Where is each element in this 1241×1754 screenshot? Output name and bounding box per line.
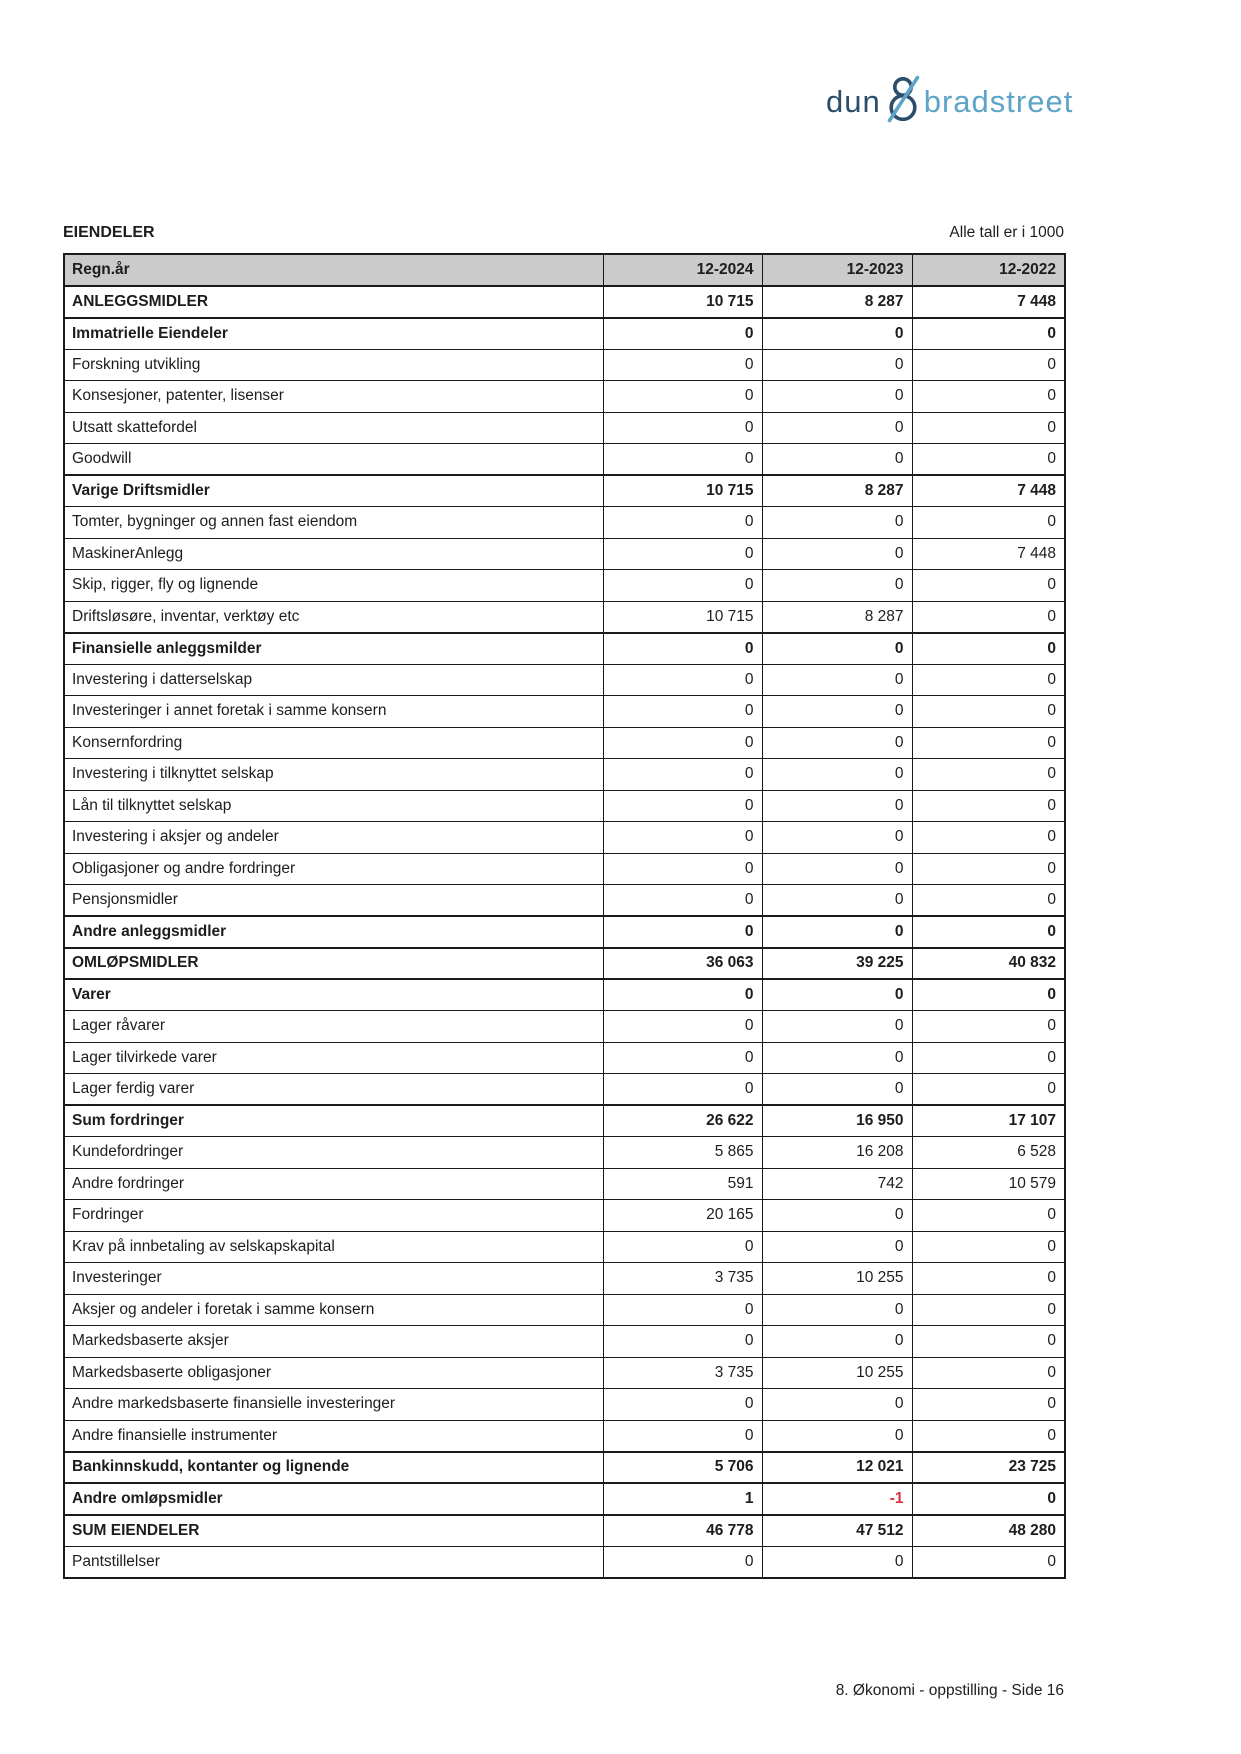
value-cell: 0 [762, 1420, 912, 1452]
value-cell: 0 [912, 1231, 1065, 1263]
row-label: Forskning utvikling [64, 349, 603, 381]
value-cell: 10 715 [603, 601, 762, 633]
value-cell: 0 [603, 412, 762, 444]
table-row [64, 916, 1065, 948]
table-row [64, 381, 1065, 413]
row-label: Pensjonsmidler [64, 885, 603, 917]
row-label: SUM EIENDELER [64, 1515, 603, 1547]
value-cell: 0 [603, 507, 762, 539]
value-cell: 0 [912, 759, 1065, 791]
value-cell: 7 448 [912, 538, 1065, 570]
value-cell: 0 [603, 1011, 762, 1043]
value-cell: 0 [603, 318, 762, 350]
row-label: Konsernfordring [64, 727, 603, 759]
value-cell: 0 [603, 349, 762, 381]
value-cell: 0 [912, 633, 1065, 665]
value-cell: 0 [912, 853, 1065, 885]
table-row [64, 538, 1065, 570]
value-cell: 0 [912, 444, 1065, 476]
table-row [64, 1105, 1065, 1137]
table-row [64, 1200, 1065, 1232]
value-cell: 0 [603, 444, 762, 476]
value-cell: 0 [603, 1074, 762, 1106]
value-cell: 36 063 [603, 948, 762, 980]
page-title: EIENDELER [63, 224, 155, 241]
row-label: Andre finansielle instrumenter [64, 1420, 603, 1452]
balance-sheet-table [63, 253, 1066, 1579]
column-header-12-2022: 12-2022 [912, 254, 1065, 286]
table-row [64, 1515, 1065, 1547]
column-header-12-2023: 12-2023 [762, 254, 912, 286]
dun-bradstreet-logo [826, 74, 1073, 128]
value-cell: 0 [762, 1231, 912, 1263]
value-cell: 0 [762, 318, 912, 350]
column-header-regnaar: Regn.år [64, 254, 603, 286]
value-cell: 0 [912, 790, 1065, 822]
table-row [64, 601, 1065, 633]
table-row [64, 790, 1065, 822]
logo-text-bradstreet: bradstreet [923, 83, 1074, 119]
value-cell: 0 [912, 1420, 1065, 1452]
table-row [64, 507, 1065, 539]
table-row [64, 1294, 1065, 1326]
value-cell: 7 448 [912, 475, 1065, 507]
value-cell: 0 [912, 664, 1065, 696]
row-label: Aksjer og andeler i foretak i samme konsern [64, 1294, 603, 1326]
row-label: ANLEGGSMIDLER [64, 286, 603, 318]
row-label: Utsatt skattefordel [64, 412, 603, 444]
table-row [64, 570, 1065, 602]
table-row [64, 1263, 1065, 1295]
table-row [64, 286, 1065, 318]
table-row [64, 885, 1065, 917]
value-cell: 10 715 [603, 475, 762, 507]
value-cell: 26 622 [603, 1105, 762, 1137]
value-cell: 8 287 [762, 601, 912, 633]
value-cell: 0 [762, 1200, 912, 1232]
row-label: Lager råvarer [64, 1011, 603, 1043]
value-cell: 0 [762, 1011, 912, 1043]
table-row [64, 412, 1065, 444]
row-label: Lager ferdig varer [64, 1074, 603, 1106]
value-cell: 7 448 [912, 286, 1065, 318]
value-cell: 20 165 [603, 1200, 762, 1232]
value-cell: 0 [912, 822, 1065, 854]
row-label: Varige Driftsmidler [64, 475, 603, 507]
value-cell: 0 [603, 979, 762, 1011]
row-label: Tomter, bygninger og annen fast eiendom [64, 507, 603, 539]
value-cell: 5 706 [603, 1452, 762, 1484]
value-cell: 23 725 [912, 1452, 1065, 1484]
table-row [64, 727, 1065, 759]
row-label: Bankinnskudd, kontanter og lignende [64, 1452, 603, 1484]
value-cell: 48 280 [912, 1515, 1065, 1547]
value-cell: 0 [603, 1231, 762, 1263]
row-label: Investering i datterselskap [64, 664, 603, 696]
row-label: Skip, rigger, fly og lignende [64, 570, 603, 602]
value-cell: 0 [762, 444, 912, 476]
value-cell: 10 255 [762, 1263, 912, 1295]
value-cell: 0 [762, 1546, 912, 1578]
row-label: Andre fordringer [64, 1168, 603, 1200]
value-cell: 0 [912, 349, 1065, 381]
value-cell: 0 [762, 1074, 912, 1106]
row-label: Lager tilvirkede varer [64, 1042, 603, 1074]
value-cell: 0 [762, 538, 912, 570]
value-cell: 0 [603, 885, 762, 917]
table-row [64, 1137, 1065, 1169]
value-cell: 10 715 [603, 286, 762, 318]
row-label: Investeringer [64, 1263, 603, 1295]
row-label: Sum fordringer [64, 1105, 603, 1137]
value-cell: 0 [912, 727, 1065, 759]
row-label: Driftsløsøre, inventar, verktøy etc [64, 601, 603, 633]
table-heading-row [63, 224, 1064, 242]
value-cell: 0 [603, 538, 762, 570]
value-cell: 0 [603, 664, 762, 696]
value-cell: 8 287 [762, 475, 912, 507]
table-row [64, 1042, 1065, 1074]
value-cell: 0 [603, 381, 762, 413]
value-cell: 0 [603, 1546, 762, 1578]
table-row [64, 1357, 1065, 1389]
value-cell: 5 865 [603, 1137, 762, 1169]
value-cell: 0 [603, 1042, 762, 1074]
row-label: Finansielle anleggsmilder [64, 633, 603, 665]
table-row [64, 1326, 1065, 1358]
value-cell: 0 [912, 381, 1065, 413]
value-cell: 0 [912, 1042, 1065, 1074]
value-cell: 0 [762, 381, 912, 413]
value-cell: 8 287 [762, 286, 912, 318]
row-label: Markedsbaserte aksjer [64, 1326, 603, 1358]
table-row [64, 1546, 1065, 1578]
value-cell: 0 [603, 759, 762, 791]
value-cell: 591 [603, 1168, 762, 1200]
column-header-12-2024: 12-2024 [603, 254, 762, 286]
row-label: Krav på innbetaling av selskapskapital [64, 1231, 603, 1263]
value-cell: 0 [762, 822, 912, 854]
value-cell: 0 [762, 349, 912, 381]
value-cell: 0 [762, 727, 912, 759]
value-cell: 0 [912, 1357, 1065, 1389]
value-cell: 39 225 [762, 948, 912, 980]
table-row [64, 664, 1065, 696]
value-cell: 0 [912, 885, 1065, 917]
row-label: Investeringer i annet foretak i samme konsern [64, 696, 603, 728]
value-cell: 0 [762, 664, 912, 696]
value-cell: 1 [603, 1483, 762, 1515]
value-cell: 0 [912, 570, 1065, 602]
value-cell: 47 512 [762, 1515, 912, 1547]
table-row [64, 1074, 1065, 1106]
table-row [64, 1452, 1065, 1484]
value-cell: 6 528 [912, 1137, 1065, 1169]
value-cell: 0 [603, 1420, 762, 1452]
table-row [64, 1483, 1065, 1515]
value-cell: 3 735 [603, 1263, 762, 1295]
balance-sheet [63, 253, 1066, 1579]
value-cell: 0 [762, 885, 912, 917]
table-row [64, 633, 1065, 665]
value-cell: 10 579 [912, 1168, 1065, 1200]
value-cell: 0 [603, 1326, 762, 1358]
value-cell: 16 208 [762, 1137, 912, 1169]
value-cell: 0 [762, 979, 912, 1011]
row-label: Markedsbaserte obligasjoner [64, 1357, 603, 1389]
value-cell: 0 [762, 1326, 912, 1358]
value-cell: 0 [912, 1483, 1065, 1515]
ampersand-icon [885, 74, 921, 128]
table-row [64, 349, 1065, 381]
value-cell: 10 255 [762, 1357, 912, 1389]
table-row [64, 948, 1065, 980]
value-cell: 0 [603, 1294, 762, 1326]
value-cell: 40 832 [912, 948, 1065, 980]
value-cell: 0 [603, 916, 762, 948]
value-cell: 3 735 [603, 1357, 762, 1389]
row-label: Kundefordringer [64, 1137, 603, 1169]
value-cell: 0 [762, 790, 912, 822]
value-cell: 0 [912, 507, 1065, 539]
units-note: Alle tall er i 1000 [949, 224, 1064, 241]
table-row [64, 475, 1065, 507]
row-label: OMLØPSMIDLER [64, 948, 603, 980]
value-cell: 0 [603, 1389, 762, 1421]
row-label: Investering i aksjer og andeler [64, 822, 603, 854]
table-header-row [64, 254, 1065, 286]
logo-text-dun: dun [826, 83, 881, 119]
table-row [64, 1389, 1065, 1421]
value-cell: -1 [762, 1483, 912, 1515]
value-cell: 0 [762, 507, 912, 539]
value-cell: 0 [912, 412, 1065, 444]
value-cell: 0 [912, 1074, 1065, 1106]
row-label: Pantstillelser [64, 1546, 603, 1578]
value-cell: 0 [912, 1263, 1065, 1295]
value-cell: 0 [912, 1546, 1065, 1578]
row-label: Andre markedsbaserte finansielle investeringer [64, 1389, 603, 1421]
table-row [64, 759, 1065, 791]
value-cell: 46 778 [603, 1515, 762, 1547]
row-label: Andre omløpsmidler [64, 1483, 603, 1515]
value-cell: 0 [603, 822, 762, 854]
value-cell: 0 [603, 790, 762, 822]
value-cell: 0 [603, 696, 762, 728]
row-label: MaskinerAnlegg [64, 538, 603, 570]
table-row [64, 853, 1065, 885]
value-cell: 0 [762, 853, 912, 885]
row-label: Fordringer [64, 1200, 603, 1232]
row-label: Obligasjoner og andre fordringer [64, 853, 603, 885]
value-cell: 12 021 [762, 1452, 912, 1484]
row-label: Varer [64, 979, 603, 1011]
table-row [64, 1231, 1065, 1263]
row-label: Investering i tilknyttet selskap [64, 759, 603, 791]
row-label: Andre anleggsmidler [64, 916, 603, 948]
value-cell: 16 950 [762, 1105, 912, 1137]
row-label: Konsesjoner, patenter, lisenser [64, 381, 603, 413]
value-cell: 0 [762, 570, 912, 602]
value-cell: 0 [912, 1011, 1065, 1043]
value-cell: 0 [603, 570, 762, 602]
value-cell: 0 [762, 412, 912, 444]
value-cell: 0 [603, 633, 762, 665]
value-cell: 17 107 [912, 1105, 1065, 1137]
value-cell: 0 [912, 1389, 1065, 1421]
table-row [64, 822, 1065, 854]
value-cell: 0 [762, 633, 912, 665]
value-cell: 0 [912, 1294, 1065, 1326]
value-cell: 742 [762, 1168, 912, 1200]
value-cell: 0 [603, 727, 762, 759]
value-cell: 0 [762, 1294, 912, 1326]
value-cell: 0 [912, 318, 1065, 350]
value-cell: 0 [912, 601, 1065, 633]
row-label: Immatrielle Eiendeler [64, 318, 603, 350]
value-cell: 0 [912, 1200, 1065, 1232]
value-cell: 0 [912, 696, 1065, 728]
value-cell: 0 [762, 1389, 912, 1421]
table-row [64, 1168, 1065, 1200]
row-label: Goodwill [64, 444, 603, 476]
row-label: Lån til tilknyttet selskap [64, 790, 603, 822]
table-row [64, 318, 1065, 350]
table-row [64, 1011, 1065, 1043]
table-row [64, 444, 1065, 476]
page-footer: 8. Økonomi - oppstilling - Side 16 [835, 1682, 1064, 1699]
value-cell: 0 [912, 1326, 1065, 1358]
value-cell: 0 [912, 916, 1065, 948]
value-cell: 0 [762, 696, 912, 728]
value-cell: 0 [762, 916, 912, 948]
table-row [64, 1420, 1065, 1452]
value-cell: 0 [912, 979, 1065, 1011]
value-cell: 0 [762, 759, 912, 791]
table-row [64, 979, 1065, 1011]
value-cell: 0 [762, 1042, 912, 1074]
value-cell: 0 [603, 853, 762, 885]
table-row [64, 696, 1065, 728]
